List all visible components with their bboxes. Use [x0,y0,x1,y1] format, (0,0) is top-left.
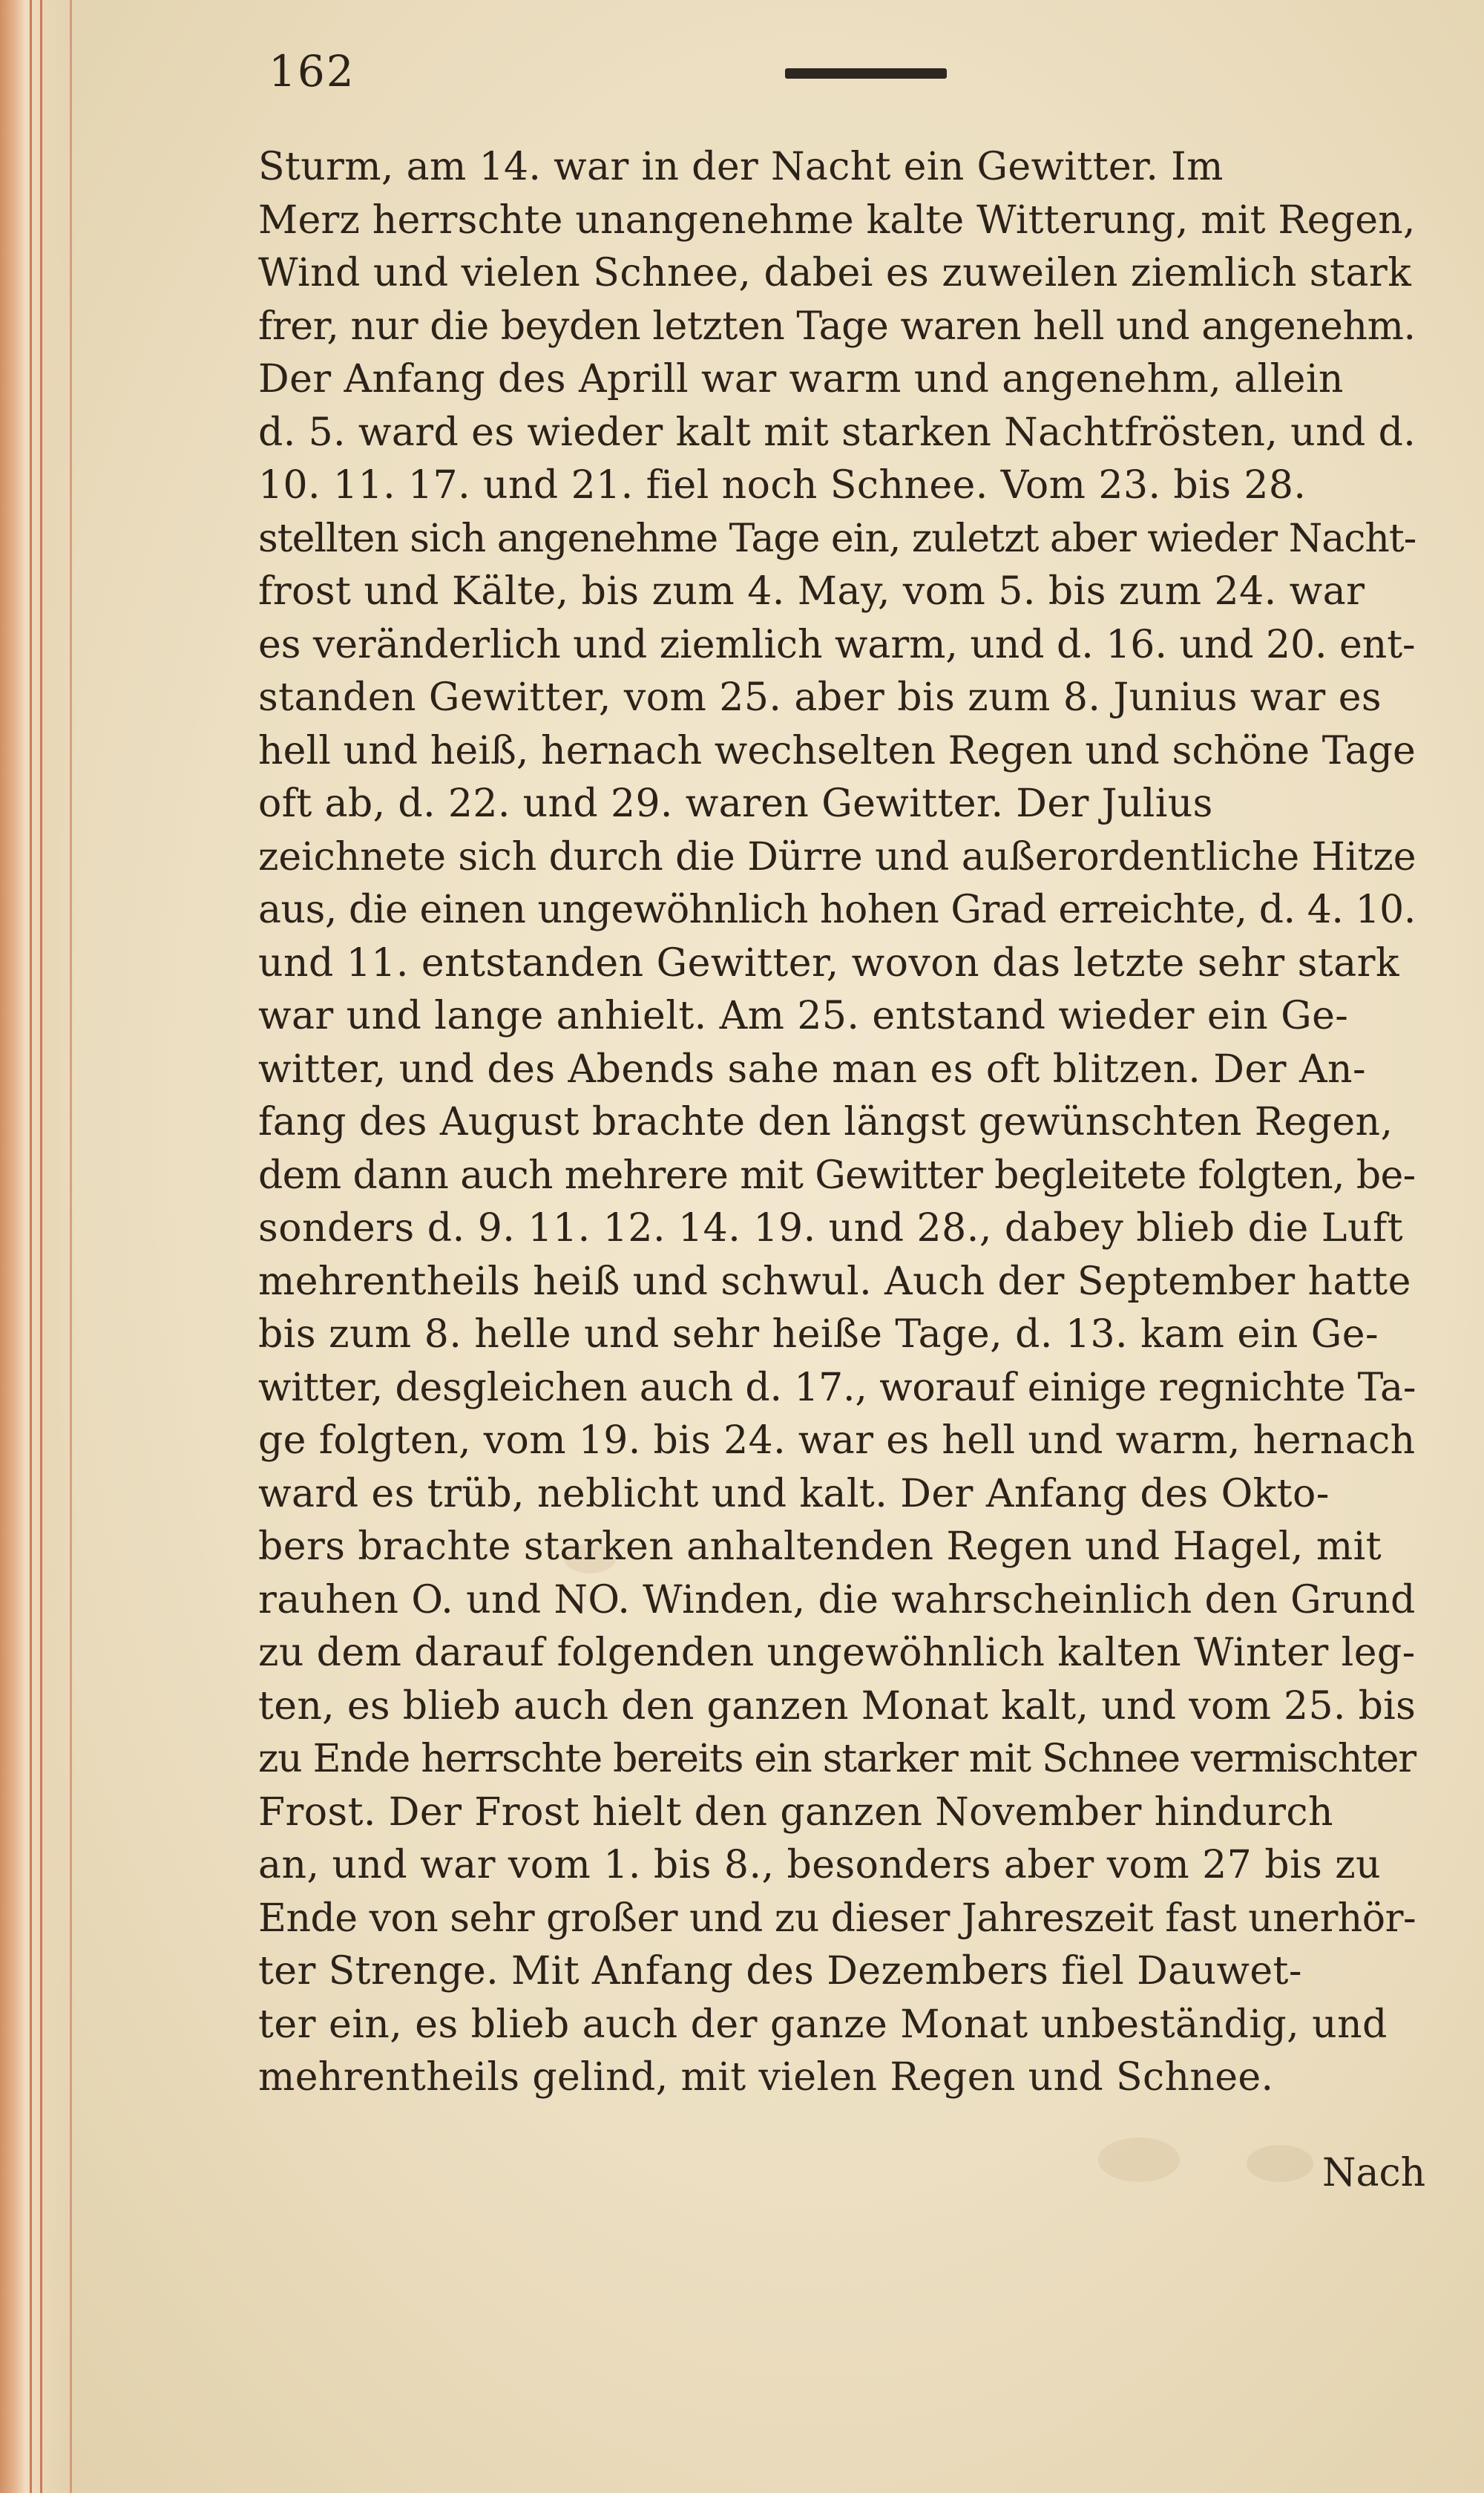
text-line: stellten sich angenehme Tage ein, zuletzt aber wieder Nacht- [258,516,1416,561]
text-line: ter ein, es blieb auch der ganze Monat unbeständig, und [258,2002,1388,2047]
text-line: mehrentheils heiß und schwul. Auch der September hatte [258,1259,1411,1304]
text-line: zeichnete sich durch die Dürre und außerordentliche Hitze [258,834,1416,879]
text-line: frer, nur die beyden letzten Tage waren hell und angenehm. [258,304,1416,349]
text-line: witter, und des Abends sahe man es oft blitzen. Der An- [258,1046,1366,1092]
page-number: 162 [269,46,355,96]
text-line: sonders d. 9. 11. 12. 14. 19. und 28., dabey blieb die Luft [258,1206,1404,1251]
text-line: Sturm, am 14. war in der Nacht ein Gewitter. Im [258,145,1224,189]
text-line: es veränderlich und ziemlich warm, und d. 16. und 20. ent- [258,622,1416,667]
text-line: dem dann auch mehrere mit Gewitter begleitete folgten, be- [258,1153,1416,1198]
text-line: 10. 11. 17. und 21. fiel noch Schnee. Vom 23. bis 28. [258,463,1307,508]
page-edge-binding [0,0,74,2493]
text-line: Der Anfang des Aprill war warm und angenehm, allein [258,357,1344,402]
text-line: fang des August brachte den längst gewünschten Regen, [258,1100,1393,1144]
body-text [258,141,1445,2105]
red-edge-rule [70,0,72,2493]
foxing-stain [1247,2145,1313,2182]
text-line: Merz herrschte unangenehme kalte Witterung, mit Regen, [258,197,1416,243]
text-line: Ende von sehr großer und zu dieser Jahreszeit fast unerhör- [258,1896,1416,1941]
text-line: bers brachte starken anhaltenden Regen und Hagel, mit [258,1524,1382,1569]
text-line: ter Strenge. Mit Anfang des Dezembers fiel Dauwet- [258,1949,1302,1994]
text-line: witter, desgleichen auch d. 17., worauf einige regnichte Ta- [258,1365,1416,1410]
text-line: mehrentheils gelind, mit vielen Regen und Schnee. [258,2055,1274,2100]
text-line: oft ab, d. 22. und 29. waren Gewitter. Der Julius [258,782,1213,826]
text-line: und 11. entstanden Gewitter, wovon das letzte sehr stark [258,940,1399,986]
catchword: Nach [1322,2151,1426,2195]
text-line: aus, die einen ungewöhnlich hohen Grad erreichte, d. 4. 10. [258,888,1416,932]
text-line: Wind und vielen Schnee, dabei es zuweilen ziemlich stark [258,251,1412,295]
text-line: standen Gewitter, vom 25. aber bis zum 8. Junius war es [258,675,1382,720]
red-edge-rule [30,0,32,2493]
text-line: war und lange anhielt. Am 25. entstand wieder ein Ge- [258,994,1349,1038]
text-line: frost und Kälte, bis zum 4. May, vom 5. bis zum 24. war [258,569,1365,614]
text-line: zu Ende herrschte bereits ein starker mit Schnee vermischter [258,1737,1416,1781]
text-line: an, und war vom 1. bis 8., besonders aber vom 27 bis zu [258,1843,1382,1887]
text-line: bis zum 8. helle und sehr heiße Tage, d. 13. kam ein Ge- [258,1312,1379,1357]
foxing-stain [1098,2137,1180,2182]
header-ornament-rule [785,68,947,79]
text-line: Frost. Der Frost hielt den ganzen November hindurch [258,1789,1333,1835]
text-line: ward es trüb, neblicht und kalt. Der Anfang des Okto- [258,1471,1330,1516]
text-line: ge folgten, vom 19. bis 24. war es hell und warm, hernach [258,1418,1416,1463]
text-line: zu dem darauf folgenden ungewöhnlich kalten Winter leg- [258,1631,1416,1675]
text-line: d. 5. ward es wieder kalt mit starken Nachtfrösten, und d. [258,410,1416,455]
text-line: hell und heiß, hernach wechselten Regen und schöne Tage [258,728,1416,773]
text-line: ten, es blieb auch den ganzen Monat kalt, und vom 25. bis [258,1683,1416,1729]
red-edge-rule [40,0,42,2493]
text-line: rauhen O. und NO. Winden, die wahrscheinlich den Grund [258,1577,1416,1622]
